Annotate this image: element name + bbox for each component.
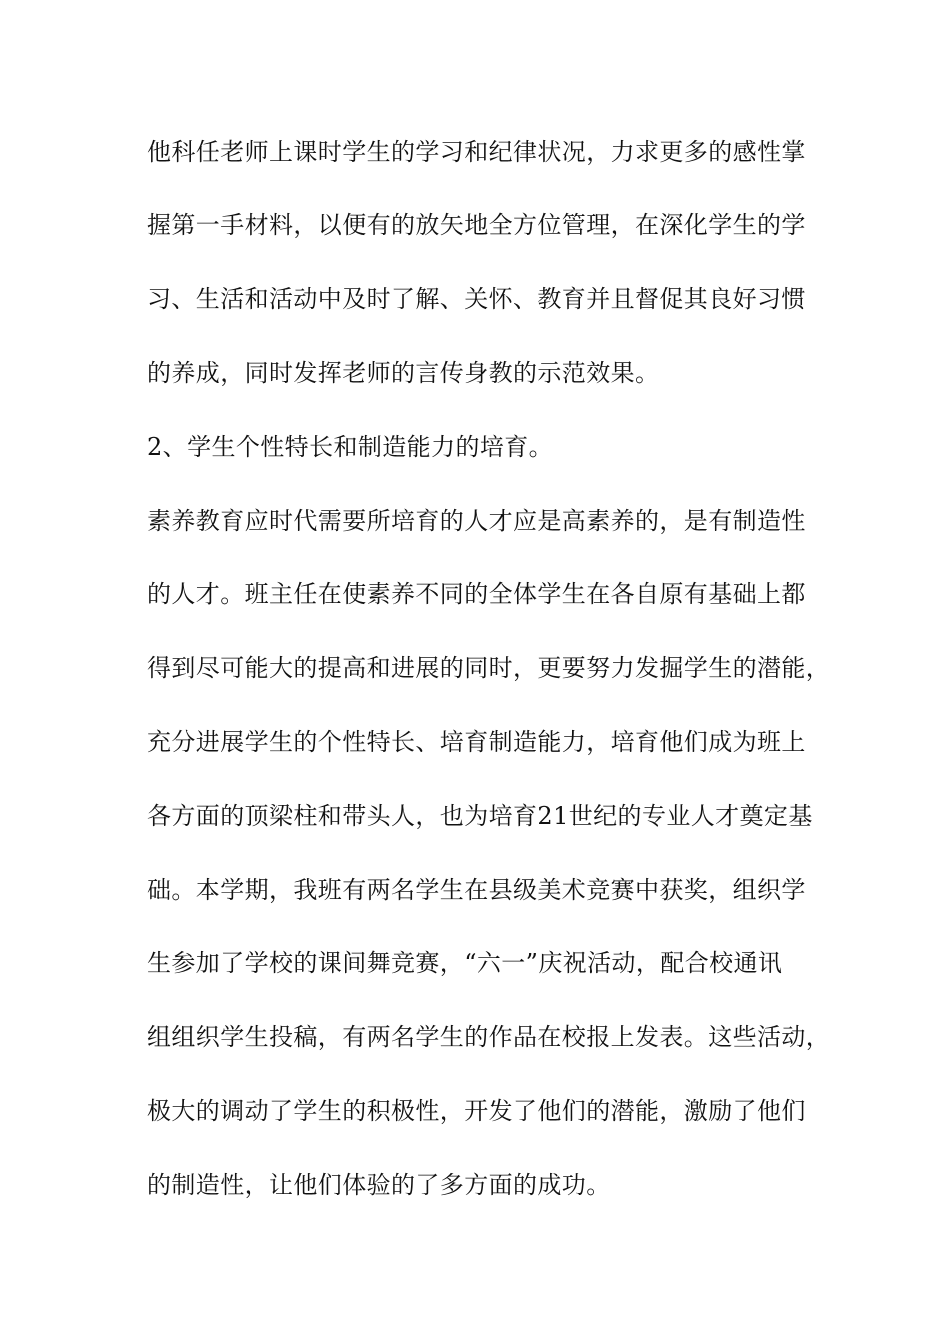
text-line: 的制造性，让他们体验的了多方面的成功。: [147, 1171, 611, 1199]
text-line: 他科任老师上课时学生的学习和纪律状况，力求更多的感性掌: [147, 138, 806, 166]
text-line: 的养成，同时发挥老师的言传身教的示范效果。: [147, 359, 660, 387]
text-line: 的人才。班主任在使素养不同的全体学生在各自原有基础上都: [147, 580, 806, 608]
text-line: 充分进展学生的个性特长、培育制造能力，培育他们成为班上: [147, 728, 806, 756]
text-line: 础。本学期，我班有两名学生在县级美术竞赛中获奖，组织学: [147, 876, 806, 904]
text-line: 握第一手材料，以便有的放矢地全方位管理，在深化学生的学: [147, 211, 806, 239]
text-line: 得到尽可能大的提高和进展的同时，更要努力发掘学生的潜能，: [147, 654, 831, 682]
text-line: 习、生活和活动中及时了解、关怀、教育并且督促其良好习惯: [147, 285, 806, 313]
text-line: 素养教育应时代需要所培育的人才应是高素养的，是有制造性: [147, 507, 806, 535]
section-heading: 2、学生个性特长和制造能力的培育。: [147, 433, 554, 461]
text-line: 组组织学生投稿，有两名学生的作品在校报上发表。这些活动，: [147, 1023, 831, 1051]
text-line: 极大的调动了学生的积极性，开发了他们的潜能，激励了他们: [147, 1097, 806, 1125]
text-line: 生参加了学校的课间舞竞赛，“六一”庆祝活动，配合校通讯: [147, 949, 783, 977]
text-line: 各方面的顶梁柱和带头人，也为培育21世纪的专业人才奠定基: [147, 802, 813, 830]
